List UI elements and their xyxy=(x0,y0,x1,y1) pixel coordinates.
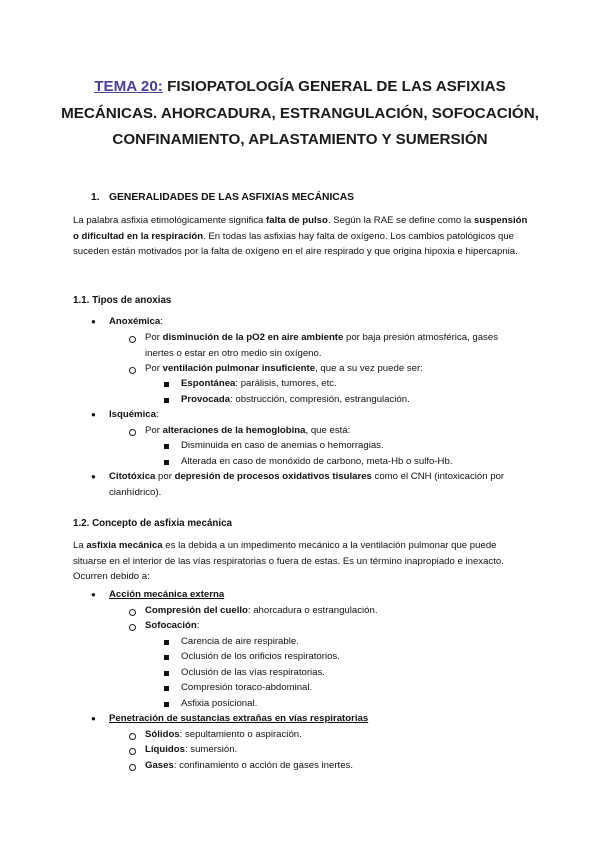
bullet-circle-icon xyxy=(129,336,136,343)
list-item-penetracion: Penetración de sustancias extrañas en vías respiratorias xyxy=(109,713,369,724)
bullet-circle-icon xyxy=(129,733,136,740)
bullet-circle-icon xyxy=(129,764,136,771)
list-item-liquidos: Líquidos: sumersión. xyxy=(145,744,238,755)
bullet-circle-icon xyxy=(129,429,136,436)
bullet-square-icon xyxy=(164,655,169,660)
list-item-citotoxica: Citotóxica por depresión de procesos oxidativos tisulares como el CNH (intoxicación por xyxy=(109,471,505,482)
bullet-square-icon xyxy=(164,382,169,387)
section-1-intro: La palabra asfixia etimológicamente significa falta de pulso. Según la RAE se define como la suspensión o dificultad en la respiración. En todas las asfixias hay falta de oxígeno. Los cambios patológicos que suceden están motivados por la falta de oxígeno en el aire respirado y que origina hipoxia e hipercapnia. xyxy=(73,215,528,258)
bullet-circle-icon xyxy=(129,609,136,616)
list-item-alterada: Alterada en caso de monóxido de carbono, meta-Hb o sulfo-Hb. xyxy=(181,456,453,467)
bullet-circle-icon xyxy=(129,367,136,374)
bullet-circle-icon xyxy=(129,624,136,631)
list-item-sofocacion-3: Oclusión de las vías respiratorias. xyxy=(181,667,325,678)
bullet-circle-icon xyxy=(129,748,136,755)
bullet-square-icon xyxy=(164,460,169,465)
list-item-anoxemica: Anoxémica: xyxy=(109,316,163,327)
bullet-square-icon xyxy=(164,671,169,676)
bullet-disc-icon: ● xyxy=(91,317,96,326)
title-text: FISIOPATOLOGÍA GENERAL DE LAS ASFIXIAS MECÁNICAS. AHORCADURA, ESTRANGULACIÓN, SOFOCACIÓN, CONFINAMIENTO, APLASTAMIENTO Y SUMERSIÓN xyxy=(61,78,539,148)
list-item-solidos: Sólidos: sepultamiento o aspiración. xyxy=(145,729,302,740)
list-item-ventilacion: Por ventilación pulmonar insuficiente, que a su vez puede ser: xyxy=(145,363,423,374)
list-item-hemoglobina: Por alteraciones de la hemoglobina, que está: xyxy=(145,425,351,436)
list-item-accion-mecanica: Acción mecánica externa xyxy=(109,589,225,600)
section-1-1-heading: 1.1. Tipos de anoxias xyxy=(73,295,172,306)
bullet-square-icon xyxy=(164,640,169,645)
title-tema-link[interactable]: TEMA 20: xyxy=(94,78,163,95)
list-item-sofocacion-5: Asfixia posicional. xyxy=(181,698,258,709)
list-item-citotoxica-cont: cianhídrico). xyxy=(109,487,162,498)
bullet-square-icon xyxy=(164,398,169,403)
list-item-provocada: Provocada: obstrucción, compresión, estrangulación. xyxy=(181,394,410,405)
list-item-espontanea: Espontánea: parálisis, tumores, etc. xyxy=(181,378,337,389)
list-item-sofocacion-2: Oclusión de los orificios respiratorios. xyxy=(181,651,340,662)
bullet-square-icon xyxy=(164,686,169,691)
bullet-disc-icon: ● xyxy=(91,714,96,723)
bullet-disc-icon: ● xyxy=(91,472,96,481)
bullet-square-icon xyxy=(164,444,169,449)
list-item-compresion-cuello: Compresión del cuello: ahorcadura o estrangulación. xyxy=(145,605,378,616)
bullet-disc-icon: ● xyxy=(91,410,96,419)
list-item-isquemica: Isquémica: xyxy=(109,409,159,420)
list-item-po2: Por disminución de la pO2 en aire ambiente por baja presión atmosférica, gases xyxy=(145,332,498,343)
list-item-po2-cont: inertes o estar en otro medio sin oxígeno. xyxy=(145,348,322,359)
list-item-disminuida: Disminuida en caso de anemias o hemorragias. xyxy=(181,440,384,451)
section-1-2-heading: 1.2. Concepto de asfixia mecánica xyxy=(73,518,232,529)
document-title xyxy=(60,74,540,154)
list-item-sofocacion-1: Carencia de aire respirable. xyxy=(181,636,299,647)
section-1-number: 1. xyxy=(91,192,100,203)
bullet-square-icon xyxy=(164,702,169,707)
list-item-gases: Gases: confinamiento o acción de gases inertes. xyxy=(145,760,354,771)
section-1-heading: GENERALIDADES DE LAS ASFIXIAS MECÁNICAS xyxy=(109,192,355,203)
list-item-sofocacion: Sofocación: xyxy=(145,620,200,631)
list-item-sofocacion-4: Compresión toraco-abdominal. xyxy=(181,682,313,693)
section-1-2-paragraph: La asfixia mecánica es la debida a un impedimento mecánico a la ventilación pulmonar que puede situarse en el interior de las vías respiratorias o fuera de estas. Es un término inapropiado e inexacto. Ocurren debido a: xyxy=(73,540,504,583)
bullet-disc-icon: ● xyxy=(91,590,96,599)
